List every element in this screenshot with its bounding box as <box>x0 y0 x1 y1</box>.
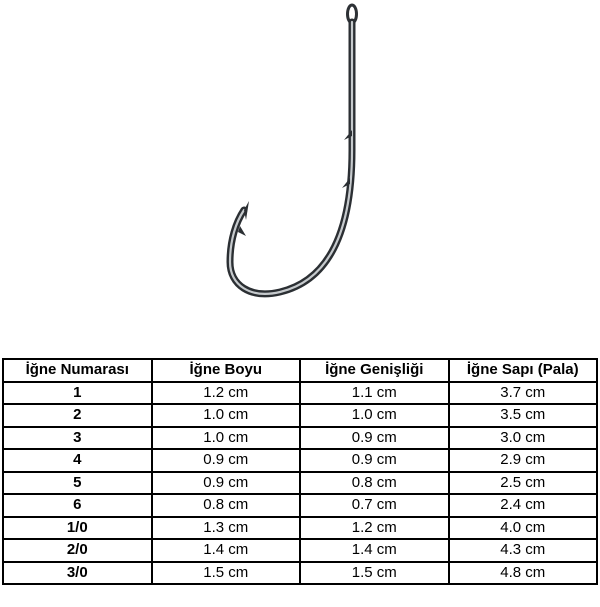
cell-hook-length: 1.0 cm <box>152 427 301 450</box>
cell-hook-width: 1.0 cm <box>300 404 449 427</box>
cell-hook-length: 1.0 cm <box>152 404 301 427</box>
hook-point <box>244 201 249 220</box>
cell-hook-number: 2 <box>3 404 152 427</box>
cell-hook-shank: 2.9 cm <box>449 449 598 472</box>
cell-hook-shank: 2.4 cm <box>449 494 598 517</box>
table-row <box>3 427 597 450</box>
header-hook-shank: İğne Sapı (Pala) <box>449 359 598 382</box>
table-row <box>3 562 597 585</box>
cell-hook-number: 3/0 <box>3 562 152 585</box>
cell-hook-shank: 4.8 cm <box>449 562 598 585</box>
table-row <box>3 494 597 517</box>
cell-hook-width: 0.7 cm <box>300 494 449 517</box>
table-row <box>3 404 597 427</box>
cell-hook-width: 1.2 cm <box>300 517 449 540</box>
cell-hook-length: 0.9 cm <box>152 472 301 495</box>
header-hook-number: İğne Numarası <box>3 359 152 382</box>
cell-hook-number: 1/0 <box>3 517 152 540</box>
cell-hook-length: 0.8 cm <box>152 494 301 517</box>
cell-hook-number: 2/0 <box>3 539 152 562</box>
cell-hook-number: 5 <box>3 472 152 495</box>
cell-hook-width: 1.5 cm <box>300 562 449 585</box>
table-header-row <box>3 359 597 382</box>
hook-size-table <box>2 358 598 585</box>
cell-hook-width: 1.4 cm <box>300 539 449 562</box>
cell-hook-width: 1.1 cm <box>300 382 449 405</box>
cell-hook-shank: 3.0 cm <box>449 427 598 450</box>
cell-hook-number: 3 <box>3 427 152 450</box>
hook-shank <box>230 22 352 294</box>
table-row <box>3 517 597 540</box>
header-hook-width: İğne Genişliği <box>300 359 449 382</box>
cell-hook-shank: 2.5 cm <box>449 472 598 495</box>
cell-hook-shank: 3.5 cm <box>449 404 598 427</box>
cell-hook-length: 0.9 cm <box>152 449 301 472</box>
cell-hook-length: 1.4 cm <box>152 539 301 562</box>
cell-hook-number: 1 <box>3 382 152 405</box>
table-row <box>3 539 597 562</box>
cell-hook-number: 4 <box>3 449 152 472</box>
table-row <box>3 472 597 495</box>
cell-hook-length: 1.3 cm <box>152 517 301 540</box>
cell-hook-width: 0.9 cm <box>300 427 449 450</box>
hook-barb <box>238 226 246 236</box>
cell-hook-width: 0.9 cm <box>300 449 449 472</box>
cell-hook-shank: 4.3 cm <box>449 539 598 562</box>
cell-hook-length: 1.5 cm <box>152 562 301 585</box>
cell-hook-number: 6 <box>3 494 152 517</box>
cell-hook-width: 0.8 cm <box>300 472 449 495</box>
cell-hook-shank: 4.0 cm <box>449 517 598 540</box>
table-row <box>3 449 597 472</box>
table-row <box>3 382 597 405</box>
cell-hook-shank: 3.7 cm <box>449 382 598 405</box>
header-hook-length: İğne Boyu <box>152 359 301 382</box>
cell-hook-length: 1.2 cm <box>152 382 301 405</box>
